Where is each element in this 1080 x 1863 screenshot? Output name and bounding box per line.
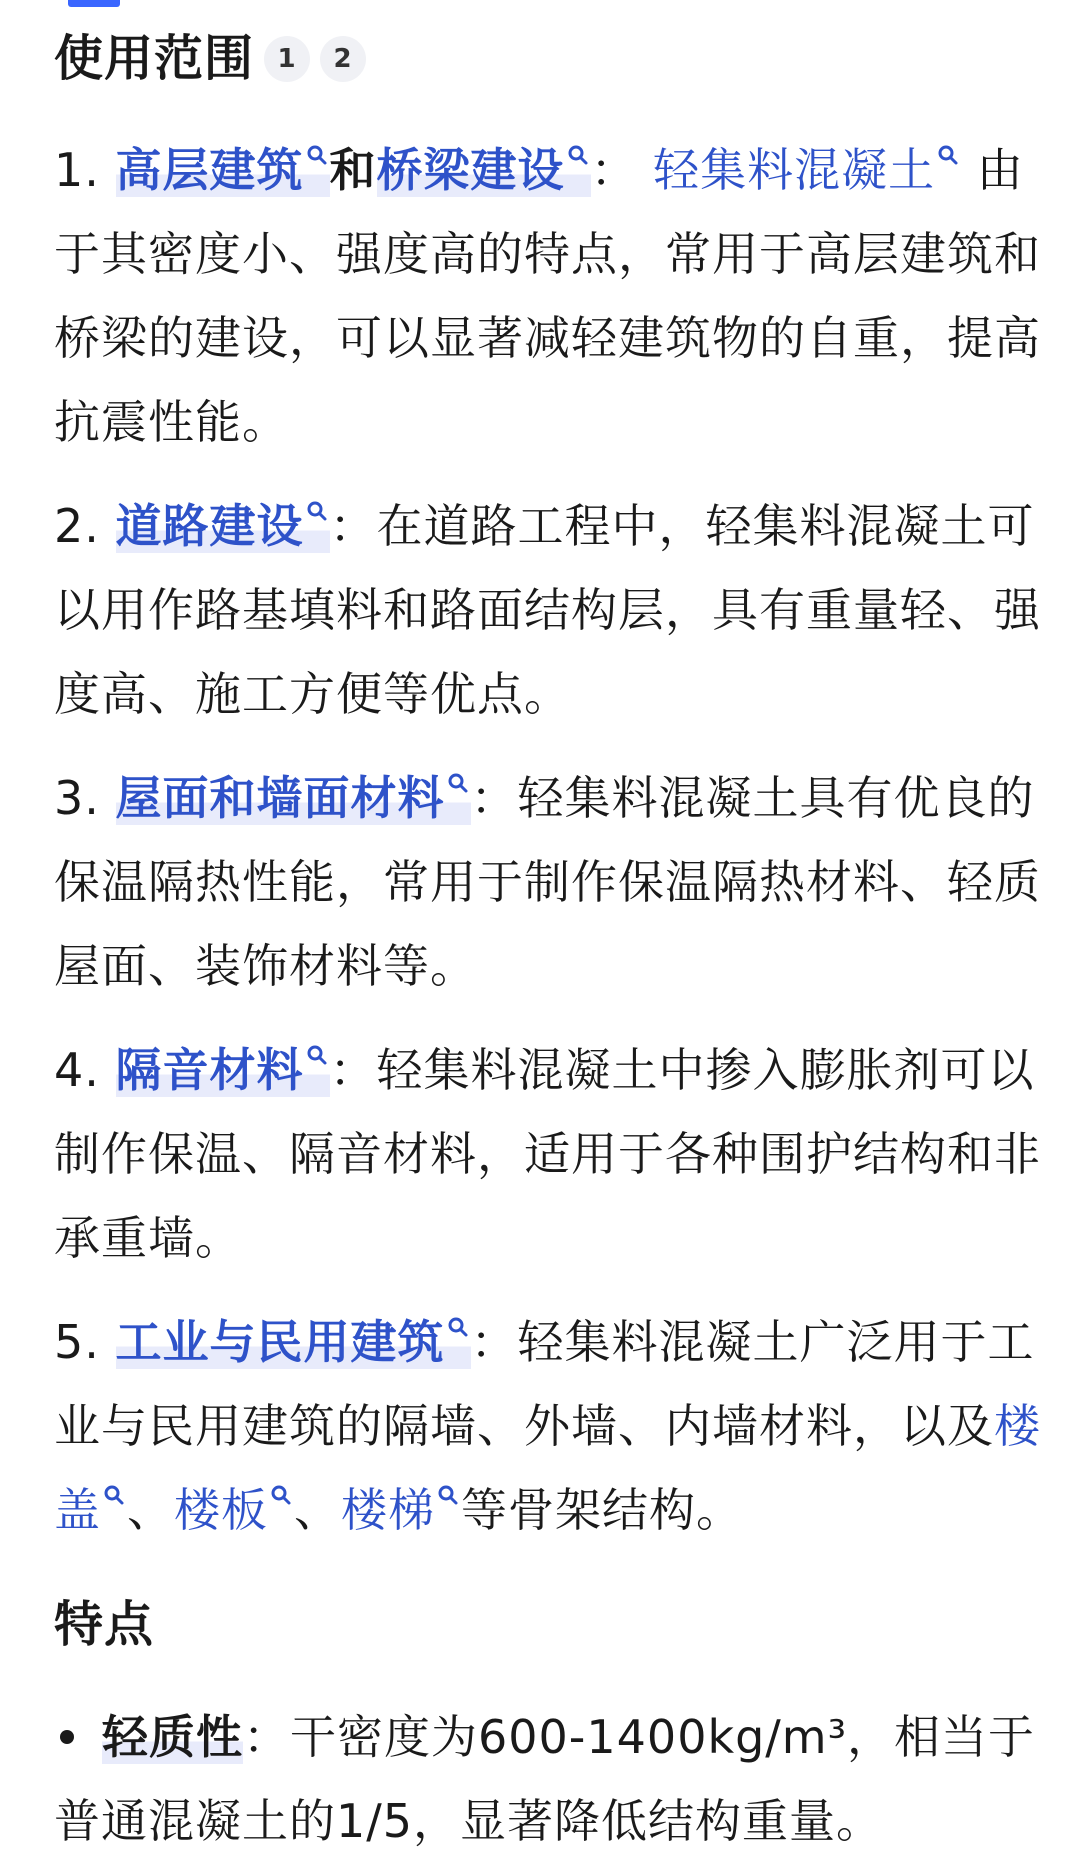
section-title-text: 使用范围 xyxy=(54,30,255,87)
search-link[interactable]: 楼盖 xyxy=(54,1399,1041,1537)
search-link[interactable]: 屋面和墙面材料 xyxy=(116,771,471,825)
item-colon: ： xyxy=(329,499,377,553)
feature-term: 轻质性 xyxy=(102,1710,243,1764)
item-text: 在道路工程中，轻集料混凝土可以用作路基填料和路面结构层，具有重量轻、强度高、施工方便等优点。 xyxy=(54,499,1041,721)
item-text: 由于其密度小、强度高的特点，常用于高层建筑和桥梁的建设，可以显著减轻建筑物的自重，提高抗震性能。 xyxy=(54,143,1041,449)
feature-text: 干密度为600-1400kg/m³，相当于普通混凝土的1/5，显著降低结构重量。 xyxy=(54,1710,1036,1848)
item-conjunction: 和 xyxy=(329,143,377,197)
search-link[interactable]: 楼板 xyxy=(174,1483,294,1537)
list-item xyxy=(54,1028,1044,1280)
search-icon xyxy=(447,772,469,794)
item-colon: ： xyxy=(329,1043,377,1097)
search-link[interactable]: 道路建设 xyxy=(116,499,330,553)
usage-list xyxy=(54,128,1044,1572)
list-item xyxy=(54,128,1044,464)
section-title-features xyxy=(54,1596,154,1655)
search-link[interactable]: 工业与民用建筑 xyxy=(116,1315,471,1369)
search-icon xyxy=(567,144,589,166)
item-text-tail: 等骨架结构。 xyxy=(461,1483,743,1537)
search-icon xyxy=(306,1044,328,1066)
list-item xyxy=(54,1300,1044,1552)
item-number: 5. xyxy=(54,1315,100,1369)
separator: 、 xyxy=(294,1483,341,1537)
reference-badge[interactable]: 2 xyxy=(320,36,366,82)
search-link[interactable]: 楼梯 xyxy=(341,1483,461,1537)
search-link[interactable]: 轻集料混凝土 xyxy=(653,143,961,197)
item-number: 1. xyxy=(54,143,100,197)
search-icon xyxy=(306,144,328,166)
search-link[interactable]: 高层建筑 xyxy=(116,143,330,197)
item-colon: ： xyxy=(590,143,638,197)
item-text: 轻集料混凝土具有优良的保温隔热性能，常用于制作保温隔热材料、轻质屋面、装饰材料等。 xyxy=(54,771,1041,993)
bullet-dot-icon xyxy=(60,1730,74,1744)
reference-badge[interactable]: 1 xyxy=(264,36,310,82)
item-number: 2. xyxy=(54,499,100,553)
item-text: 轻集料混凝土广泛用于工业与民用建筑的隔墙、外墙、内墙材料，以及 xyxy=(54,1315,1035,1453)
search-icon xyxy=(437,1484,459,1506)
search-icon xyxy=(103,1484,125,1506)
list-item xyxy=(54,484,1044,736)
item-colon: ： xyxy=(470,1315,518,1369)
search-icon xyxy=(937,144,959,166)
separator: 、 xyxy=(127,1483,174,1537)
search-icon xyxy=(306,500,328,522)
search-link[interactable]: 隔音材料 xyxy=(116,1043,330,1097)
search-icon xyxy=(447,1316,469,1338)
item-number: 4. xyxy=(54,1043,100,1097)
list-item xyxy=(54,756,1044,1008)
feature-bullet xyxy=(54,1695,1044,1863)
item-number: 3. xyxy=(54,771,100,825)
item-colon: ： xyxy=(470,771,518,825)
search-link[interactable]: 桥梁建设 xyxy=(377,143,591,197)
section-title-text: 特点 xyxy=(54,1596,155,1653)
search-icon xyxy=(270,1484,292,1506)
feature-colon: ： xyxy=(243,1710,290,1764)
section-title-usage xyxy=(54,30,366,89)
item-text: 轻集料混凝土中掺入膨胀剂可以制作保温、隔音材料，适用于各种围护结构和非承重墙。 xyxy=(54,1043,1041,1265)
tab-indicator xyxy=(68,0,120,7)
